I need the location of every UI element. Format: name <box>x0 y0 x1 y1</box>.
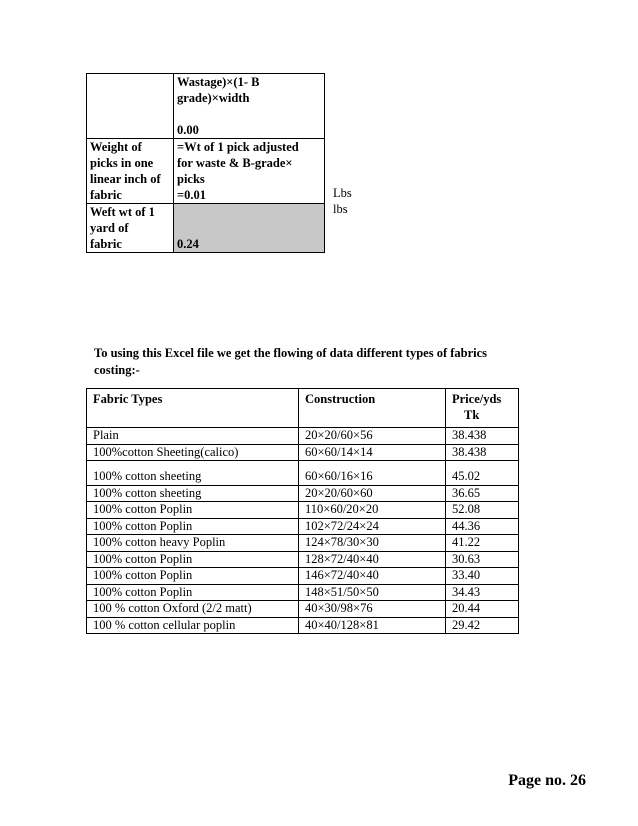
cell-fabric-type: Plain <box>87 428 299 445</box>
header-price <box>446 389 519 428</box>
weight-table <box>86 73 325 253</box>
table-row <box>87 428 519 445</box>
cell-fabric-type: 100 % cotton Oxford (2/2 matt) <box>87 601 299 618</box>
cell-text: fabric <box>90 237 122 251</box>
table-row <box>87 502 519 519</box>
table-cell <box>174 204 325 253</box>
cell-construction: 40×40/128×81 <box>299 617 446 634</box>
cell-construction: 146×72/40×40 <box>299 568 446 585</box>
table-cell <box>87 204 174 253</box>
cell-value: 0.00 <box>177 123 199 137</box>
table-row <box>87 518 519 535</box>
cell-text: grade)×width <box>177 91 250 105</box>
table-cell <box>174 74 325 139</box>
cell-fabric-type: 100% cotton Poplin <box>87 551 299 568</box>
cell-price: 45.02 <box>446 461 519 486</box>
table-row <box>87 535 519 552</box>
table-row <box>87 444 519 461</box>
cell-fabric-type: 100% cotton Poplin <box>87 502 299 519</box>
cell-text: for waste & B-grade× <box>177 156 293 170</box>
header-price-label: Price/yds <box>452 392 502 406</box>
fabric-costing-table <box>86 388 519 634</box>
table-row <box>87 601 519 618</box>
cell-text: picks in one <box>90 156 154 170</box>
table-cell <box>87 74 174 139</box>
page-number: Page no. 26 <box>508 772 586 789</box>
cell-price: 34.43 <box>446 584 519 601</box>
table-cell <box>174 139 325 204</box>
cell-construction: 102×72/24×24 <box>299 518 446 535</box>
header-construction: Construction <box>299 389 446 428</box>
cell-construction: 20×20/60×60 <box>299 485 446 502</box>
header-price-unit: Tk <box>464 407 480 422</box>
cell-construction: 124×78/30×30 <box>299 535 446 552</box>
cell-fabric-type: 100% cotton sheeting <box>87 485 299 502</box>
unit-label: lbs <box>333 202 348 216</box>
header-fabric-types: Fabric Types <box>87 389 299 428</box>
table-row <box>87 485 519 502</box>
cell-fabric-type: 100% cotton sheeting <box>87 461 299 486</box>
cell-price: 44.36 <box>446 518 519 535</box>
cell-price: 33.40 <box>446 568 519 585</box>
cell-price: 38.438 <box>446 428 519 445</box>
cell-fabric-type: 100% cotton Poplin <box>87 568 299 585</box>
table-row <box>87 568 519 585</box>
cell-construction: 40×30/98×76 <box>299 601 446 618</box>
cell-price: 38.438 <box>446 444 519 461</box>
cell-text: =Wt of 1 pick adjusted <box>177 140 299 154</box>
table-cell <box>87 139 174 204</box>
unit-label: Lbs <box>333 186 352 200</box>
intro-paragraph: To using this Excel file we get the flowing of data different types of fabrics costing:- <box>94 346 488 377</box>
cell-fabric-type: 100% cotton Poplin <box>87 518 299 535</box>
cell-fabric-type: 100% cotton heavy Poplin <box>87 535 299 552</box>
cell-text: Weft wt of 1 <box>90 205 155 219</box>
cell-construction: 128×72/40×40 <box>299 551 446 568</box>
cell-text: yard of <box>90 221 129 235</box>
cell-text: fabric <box>90 188 122 202</box>
cell-fabric-type: 100% cotton Poplin <box>87 584 299 601</box>
cell-fabric-type: 100 % cotton cellular poplin <box>87 617 299 634</box>
table-row <box>87 617 519 634</box>
cell-price: 36.65 <box>446 485 519 502</box>
cell-text: Wastage)×(1- B <box>177 75 260 89</box>
table-row <box>87 74 325 139</box>
cell-text: picks <box>177 172 205 186</box>
cell-construction: 60×60/14×14 <box>299 444 446 461</box>
cell-value: 0.24 <box>177 237 199 251</box>
cell-price: 30.63 <box>446 551 519 568</box>
table-row <box>87 139 325 204</box>
cell-construction: 110×60/20×20 <box>299 502 446 519</box>
cell-price: 41.22 <box>446 535 519 552</box>
cell-price: 29.42 <box>446 617 519 634</box>
cell-construction: 20×20/60×56 <box>299 428 446 445</box>
cell-text: linear inch of <box>90 172 161 186</box>
cell-construction: 148×51/50×50 <box>299 584 446 601</box>
cell-price: 20.44 <box>446 601 519 618</box>
table-header-row <box>87 389 519 428</box>
cell-price: 52.08 <box>446 502 519 519</box>
cell-text: Weight of <box>90 140 142 154</box>
table-row <box>87 551 519 568</box>
table-row <box>87 204 325 253</box>
table-row <box>87 461 519 486</box>
cell-construction: 60×60/16×16 <box>299 461 446 486</box>
cell-fabric-type: 100%cotton Sheeting(calico) <box>87 444 299 461</box>
cell-value: =0.01 <box>177 188 206 202</box>
table-row <box>87 584 519 601</box>
